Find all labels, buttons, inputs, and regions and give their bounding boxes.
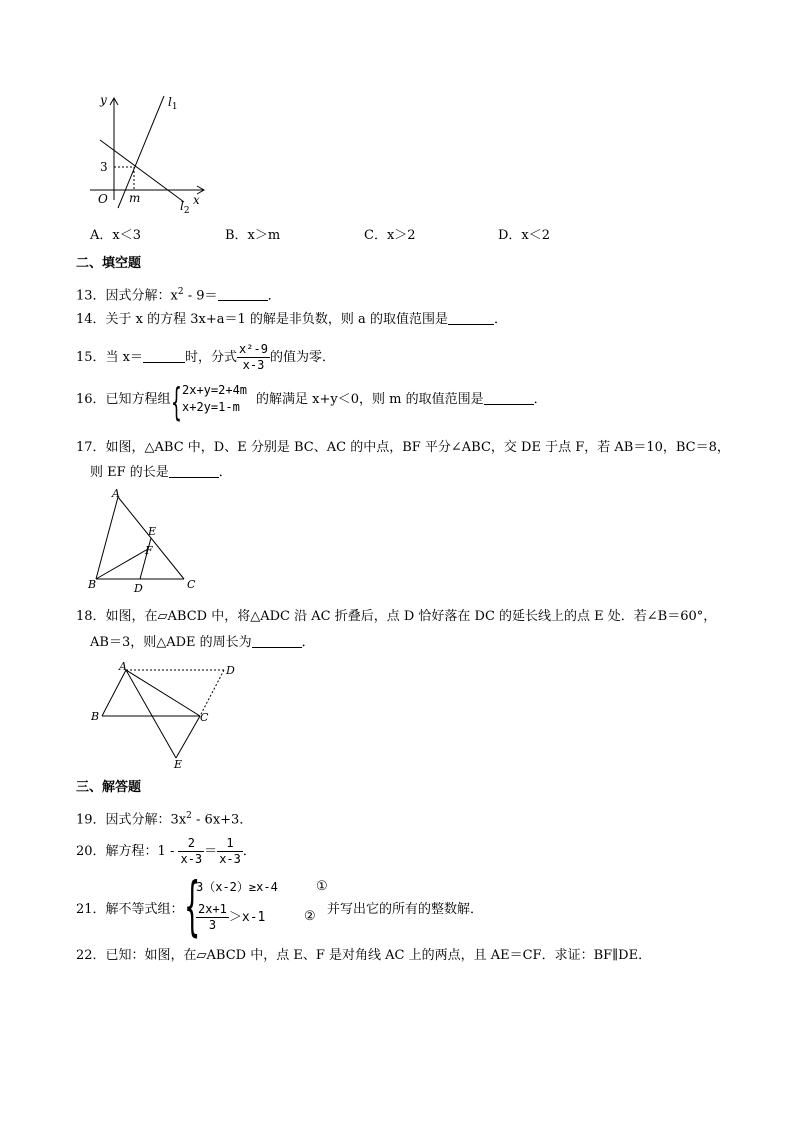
fraction-2: $\frac{1}{x-3}$ xyxy=(219,836,241,866)
vertex-f: F xyxy=(145,544,153,557)
q12-option-c: C．x＞2 xyxy=(364,228,416,243)
fraction-1: $\frac{2}{x-3}$ xyxy=(180,836,203,866)
section-heading-fill-blank: 二、填空题 xyxy=(76,256,142,271)
vertex-d: D xyxy=(134,582,143,595)
question-21-rest: 并写出它的所有的整数解． xyxy=(327,902,484,917)
vertex-b: B xyxy=(88,578,97,591)
q12-option-d: D．x＜2 xyxy=(498,228,551,243)
l2-label: $l_2$ xyxy=(180,199,190,216)
brace: { xyxy=(171,380,182,424)
question-14: 14．关于 x 的方程 3x+a＝1 的解是非负数，则 a 的取值范围是 ． xyxy=(76,312,507,327)
q17-triangle-figure xyxy=(86,487,206,597)
mark-2: ② xyxy=(304,909,316,924)
q12-graph xyxy=(88,90,218,220)
equation-system: 2x+y=2+4m x+2y=1-m xyxy=(182,383,248,414)
answer-blank xyxy=(448,310,494,325)
vertex-c: C xyxy=(200,711,209,724)
y-axis-label: y xyxy=(100,93,107,107)
inequality-2: $\frac{2x+1}{3}$ ＞x-1 xyxy=(198,902,266,932)
question-18-line-2: AB＝3，则△ADE 的周长为 ． xyxy=(90,635,315,650)
question-13: 13．因式分解：$x^2 - 9=$ ． xyxy=(76,287,281,304)
question-16: 16．已知方程组 xyxy=(76,392,171,407)
answer-blank xyxy=(218,286,268,301)
fraction: $\frac{\text{x²-9}}{x-3}$ xyxy=(239,342,268,372)
vertex-b: B xyxy=(91,710,100,723)
question-21: 21．解不等式组： xyxy=(76,902,184,917)
answer-blank xyxy=(252,633,302,648)
q18-parallelogram-figure xyxy=(86,658,246,770)
answer-blank xyxy=(484,390,534,405)
vertex-e: E xyxy=(174,758,183,770)
answer-blank xyxy=(169,463,219,478)
question-22: 22．已知：如图，在▱ABCD 中，点 E、F 是对角线 AC 上的两点，且 AE＝CF．求证：BF∥DE． xyxy=(76,948,652,963)
y-three-label: 3 xyxy=(100,160,108,174)
question-15: 15．当 x＝ 时，分式 $\frac{\text{x²-9}}{x-3}$ 的值为零． xyxy=(76,342,335,372)
question-20: 20．解方程：1 - $\frac{2}{x-3}$ ＝ $\frac{1}{x-3}$ ． xyxy=(76,836,256,866)
question-19: 19．因式分解：$3x^2 - 6x+3$． xyxy=(76,811,253,828)
question-17-line-2: 则 EF 的长是 ． xyxy=(90,465,232,480)
vertex-a: A xyxy=(112,487,120,500)
question-17-line-1: 17．如图，△ABC 中，D、E 分别是 BC、AC 的中点，BF 平分∠ABC，交 DE 于点 F，若 AB＝10，BC＝8， xyxy=(76,440,730,455)
m-label: m xyxy=(129,191,141,205)
vertex-d: D xyxy=(226,664,235,677)
x-axis-label: x xyxy=(193,193,200,207)
l1-label: $l_1$ xyxy=(168,95,178,112)
question-16-rest: 的解满足 x+y＜0，则 m 的取值范围是 ． xyxy=(256,392,547,407)
brace: { xyxy=(184,870,201,944)
vertex-c: C xyxy=(187,578,196,591)
mark-1: ① xyxy=(316,879,328,894)
q12-option-a: A．x＜3 xyxy=(90,228,141,243)
inequality-1: 3（x-2）≥x-4 xyxy=(196,880,278,894)
fraction: $\frac{2x+1}{3}$ xyxy=(198,902,227,932)
vertex-e: E xyxy=(148,525,157,538)
section-heading-solve: 三、解答题 xyxy=(76,780,142,795)
origin-label: O xyxy=(98,192,108,206)
answer-blank xyxy=(143,348,185,363)
q12-option-b: B．x＞m xyxy=(225,228,281,243)
vertex-a: A xyxy=(119,660,127,673)
question-18-line-1: 18．如图，在▱ABCD 中，将△ADC 沿 AC 折叠后，点 D 恰好落在 DC 的延长线上的点 E 处．若∠B＝60°， xyxy=(76,609,717,624)
